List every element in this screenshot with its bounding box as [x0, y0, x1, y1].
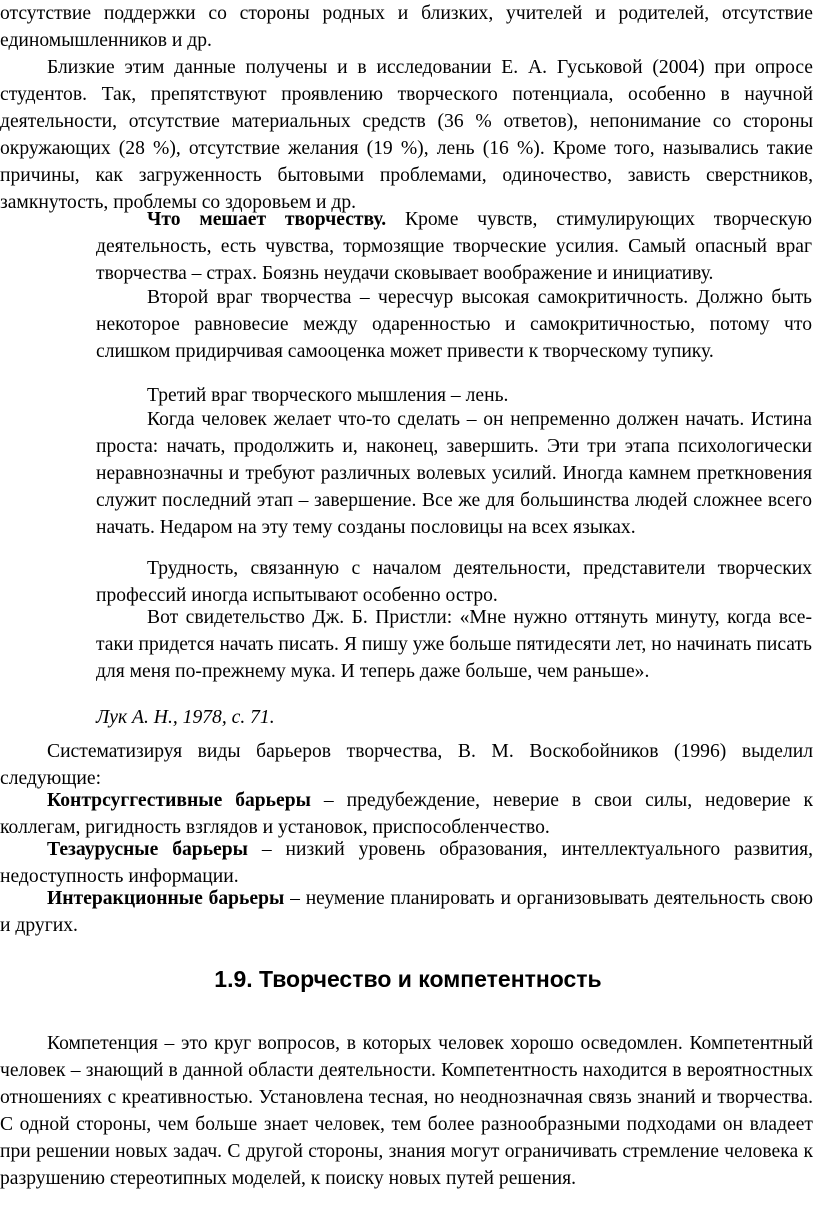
- barrier-description: – предубеждение, неверие в свои силы, недоверие к коллегам, ригидность взглядов и установок, приспособленчество.: [0, 790, 814, 838]
- box-paragraph-what-hinders: [96, 206, 812, 287]
- paragraph-guskova-study: Близкие этим данные получены и в исследовании Е. А. Гуськовой (2004) при опросе студентов. Так, препятствуют проявлению творческого потенциала, особенно в научной деятельности, отсутствие материальных средств (36 % ответов), непонимание со стороны окружающих (28 %), отсутствие желания (19 %), лень (16 %). Кроме того, назывались такие причины, как загруженность бытовыми проблемами, одиночество, зависть сверстников, замкнутость, проблемы со здоровьем и др.: [0, 57, 813, 213]
- paragraph-barriers-intro: Систематизируя виды барьеров творчества, В. М. Воскобойников (1996) выделил следующие:: [0, 741, 813, 789]
- barrier-description: – низкий уровень образования, интеллектуального развития, недоступность информации.: [0, 839, 813, 887]
- paragraph-barrier-interaction: [0, 885, 813, 939]
- box-paragraph-priestley-quote: Вот свидетельство Дж. Б. Пристли: «Мне нужно оттянуть минуту, когда все-таки придется начать писать. Я пишу уже больше пятидесяти лет, но начинать писать для меня по-прежнему мука. И теперь даже больше, чем раньше».: [96, 607, 812, 682]
- paragraph-barrier-thesaurus: [0, 836, 813, 890]
- box-heading-what-hinders: Что мешает творчеству.: [147, 209, 387, 230]
- barrier-term: Интеракционные барьеры: [47, 888, 285, 909]
- box-paragraph-second-enemy: Второй враг творчества – чересчур высокая самокритичность. Должно быть некоторое равновесие между одаренностью и самокритичностью, потому что слишком придирчивая самооценка может привести к творческому тупику.: [96, 287, 812, 362]
- barrier-description: – неумение планировать и организовывать деятельность свою и других.: [0, 888, 813, 936]
- barrier-term: Тезаурусные барьеры: [47, 839, 248, 860]
- box-text-what-hinders: Кроме чувств, стимулирующих творческую деятельность, есть чувства, тормозящие творческие усилия. Самый опасный враг творчества – страх. Боязнь неудачи сковывает воображение и инициативу.: [96, 209, 813, 284]
- box-citation: Лук А. Н., 1978, с. 71.: [96, 707, 275, 728]
- paragraph-barrier-countersuggestive: [0, 787, 813, 841]
- box-paragraph-third-enemy: Третий враг творческого мышления – лень.: [147, 385, 509, 406]
- paragraph-support: отсутствие поддержки со стороны родных и близких, учителей и родителей, отсутствие единомышленников и др.: [0, 3, 813, 51]
- paragraph-competence: Компетенция – это круг вопросов, в которых человек хорошо осведомлен. Компетентный человек – знающий в данной области деятельности. Компетентность находится в вероятностных отношениях с креативностью. Установлена тесная, но неоднозначная связь знаний и творчества. С одной стороны, чем больше знает человек, тем более разнообразными подходами он владеет при решении новых задач. С другой стороны, знания могут ограничивать стремление человека к разрушению стереотипных моделей, к поиску новых путей решения.: [0, 1033, 813, 1189]
- box-paragraph-difficulty: Трудность, связанную с началом деятельности, представители творческих профессий иногда испытывают особенно остро.: [96, 558, 812, 606]
- barrier-term: Контрсуггестивные барьеры: [47, 790, 311, 811]
- section-heading: 1.9. Творчество и компетентность: [214, 966, 602, 992]
- box-paragraph-start: Когда человек желает что-то сделать – он непременно должен начать. Истина проста: начать, продолжить и, наконец, завершить. Эти три этапа психологически неравнозначны и требуют различных волевых усилий. Иногда камнем преткновения служит последний этап – завершение. Все же для большинства людей сложнее всего начать. Недаром на эту тему созданы пословицы на всех языках.: [96, 409, 812, 538]
